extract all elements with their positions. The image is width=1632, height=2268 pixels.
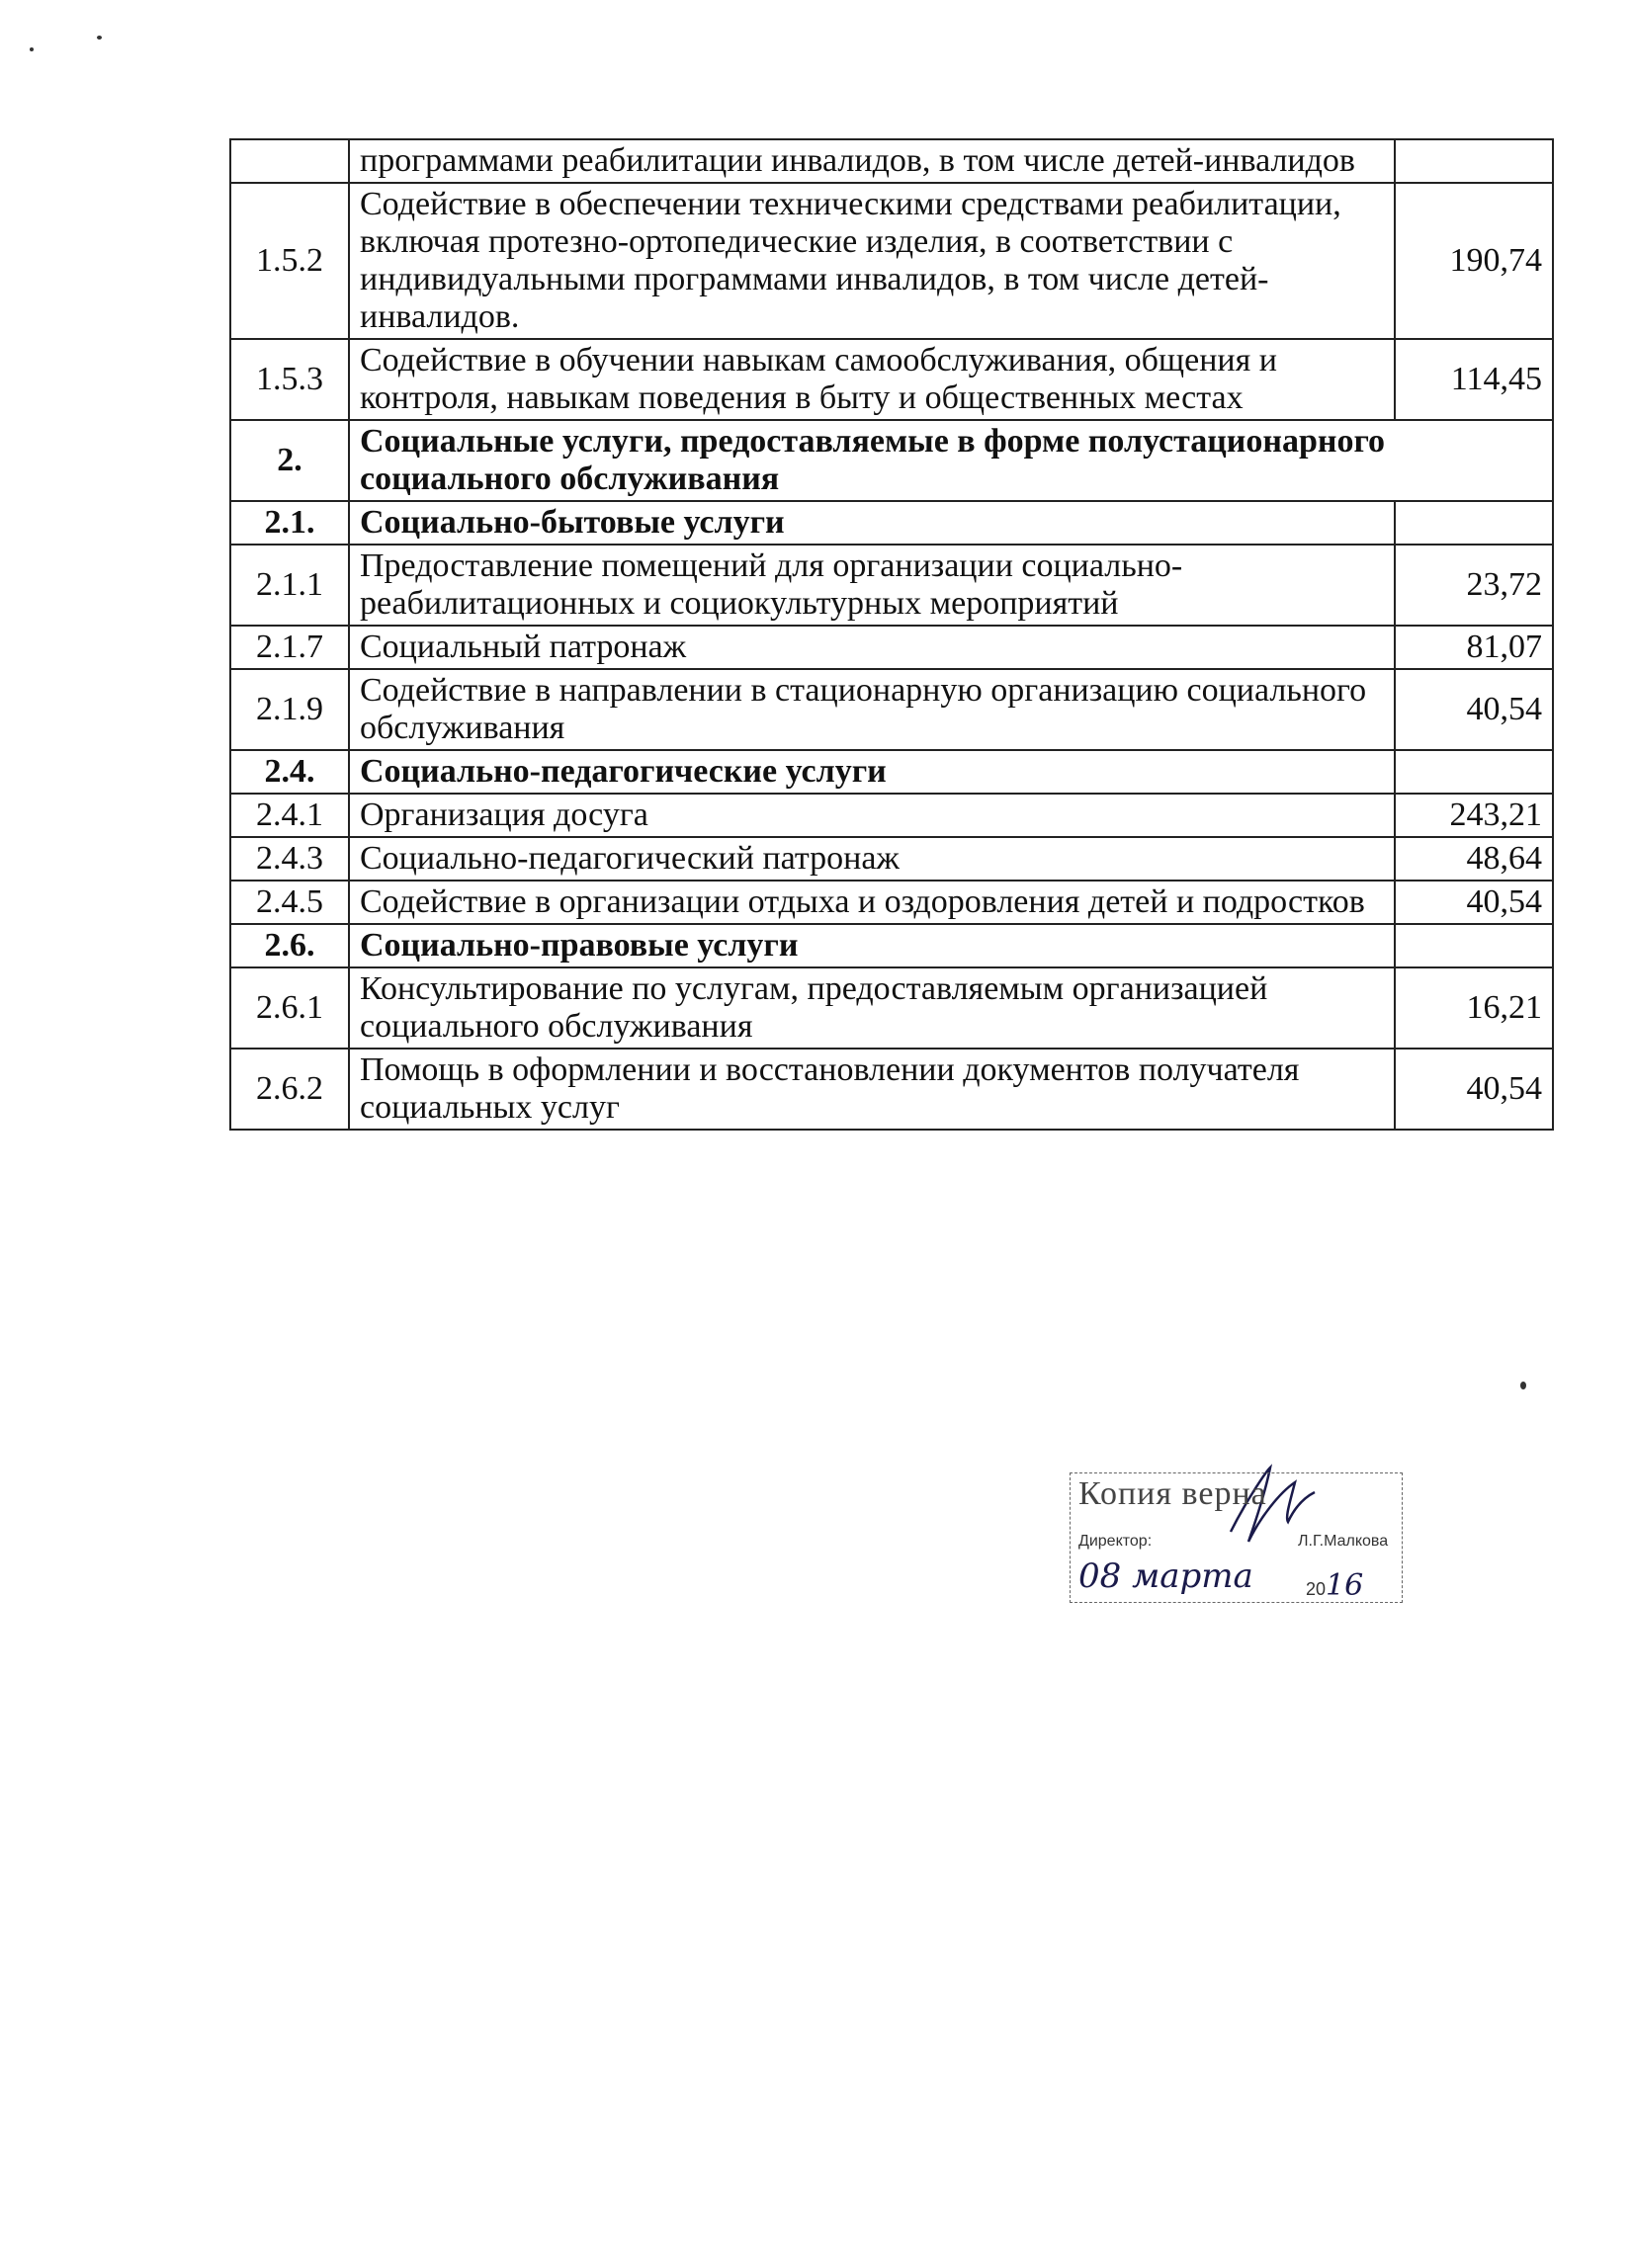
service-name: Социальный патронаж [349,626,1395,669]
service-price: 23,72 [1395,545,1553,626]
table-row [230,183,1553,339]
service-name: Социальные услуги, предоставляемые в форме полустационарного социального обслуживания [349,420,1553,501]
service-name: Организация досуга [349,794,1395,837]
table-row [230,837,1553,881]
table-row [230,794,1553,837]
stamp-date-line [1078,1556,1385,1603]
row-number: 2.4.1 [230,794,349,837]
row-number: 1.5.3 [230,339,349,420]
section-row [230,501,1553,545]
row-number: 1.5.2 [230,183,349,339]
service-price [1395,501,1553,545]
section-row [230,924,1553,967]
service-name: Содействие в обеспечении техническими средствами реабилитации, включая протезно-ортопедические изделия, в соответствии с индивидуальными программами инвалидов, в том числе детей-инвалидов. [349,183,1395,339]
services-price-table [229,138,1554,1131]
service-name: Социально-педагогические услуги [349,750,1395,794]
section-row [230,750,1553,794]
table-row [230,1049,1553,1130]
row-number: 2.4.3 [230,837,349,881]
service-price: 16,21 [1395,967,1553,1049]
service-price: 40,54 [1395,669,1553,750]
scan-speck [97,36,102,40]
row-number: 2.6.2 [230,1049,349,1130]
service-price: 81,07 [1395,626,1553,669]
service-price: 114,45 [1395,339,1553,420]
service-name: Помощь в оформлении и восстановлении документов получателя социальных услуг [349,1049,1395,1130]
service-name: Содействие в организации отдыха и оздоровления детей и подростков [349,881,1395,924]
service-name: Предоставление помещений для организации социально-реабилитационных и социокультурных мероприятий [349,545,1395,626]
service-price: 190,74 [1395,183,1553,339]
service-price [1395,139,1553,183]
stamp-title: Копия верна [1078,1475,1267,1512]
table-row [230,881,1553,924]
service-name: Консультирование по услугам, предоставляемым организацией социального обслуживания [349,967,1395,1049]
table-row [230,139,1553,183]
row-number: 2.6.1 [230,967,349,1049]
service-name: Социально-бытовые услуги [349,501,1395,545]
service-name: Содействие в обучении навыкам самообслуживания, общения и контроля, навыкам поведения в быту и общественных местах [349,339,1395,420]
stamp-year [1306,1568,1363,1603]
stamp-year-handwritten: 16 [1326,1568,1364,1603]
scan-speck [1520,1382,1526,1389]
scan-speck [30,47,34,51]
service-price: 40,54 [1395,881,1553,924]
table-row [230,669,1553,750]
stamp-director-name: Л.Г.Малкова [1298,1533,1389,1550]
row-number: 2.1.9 [230,669,349,750]
stamp-director-label: Директор: [1078,1533,1153,1550]
service-price: 40,54 [1395,1049,1553,1130]
row-number: 2.1.1 [230,545,349,626]
table-row [230,545,1553,626]
service-price: 243,21 [1395,794,1553,837]
service-price [1395,750,1553,794]
row-number: 2.6. [230,924,349,967]
certification-stamp [1070,1472,1403,1603]
table-row [230,967,1553,1049]
section-row [230,420,1553,501]
service-price: 48,64 [1395,837,1553,881]
service-price [1395,924,1553,967]
service-name: Содействие в направлении в стационарную организацию социального обслуживания [349,669,1395,750]
stamp-year-printed: 20 [1306,1579,1327,1599]
table-row [230,626,1553,669]
table-row [230,339,1553,420]
row-number: 2.4. [230,750,349,794]
row-number: 2. [230,420,349,501]
row-number: 2.1. [230,501,349,545]
row-number [230,139,349,183]
table-body [230,139,1553,1130]
row-number: 2.1.7 [230,626,349,669]
service-name: Социально-правовые услуги [349,924,1395,967]
service-name: программами реабилитации инвалидов, в том числе детей-инвалидов [349,139,1395,183]
service-name: Социально-педагогический патронаж [349,837,1395,881]
row-number: 2.4.5 [230,881,349,924]
stamp-date-handwritten: 08 марта [1078,1556,1253,1596]
